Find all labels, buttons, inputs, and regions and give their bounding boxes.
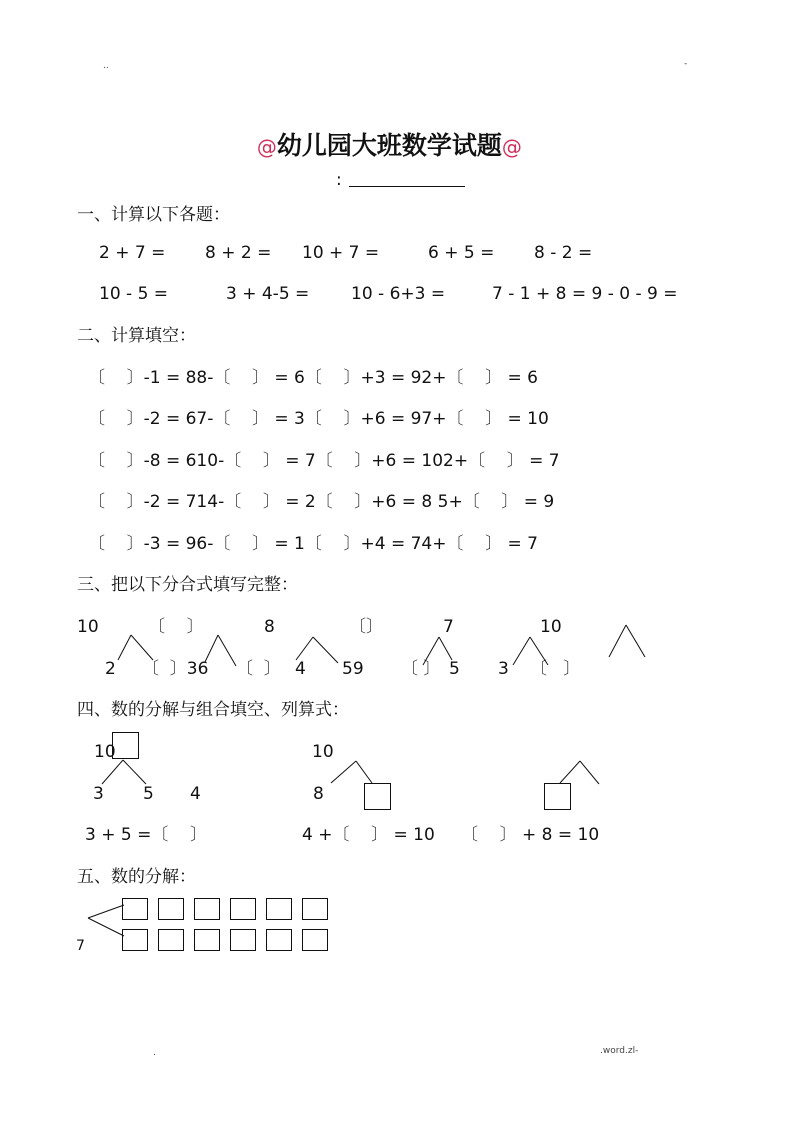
s1-r2-q4: 7 - 1 + 8 = 9 - 0 - 9 = [492,284,678,304]
s2-row: 〔 〕-3 = 96-〔 〕 = 1〔 〕+4 = 74+〔 〕 = 7 [88,534,538,554]
tree-branch-line [205,635,218,662]
s4-left-top-number: 10 [94,742,116,762]
s2-row: 〔 〕-2 = 714-〔 〕 = 2〔 〕+6 = 8 5+〔 〕 = 9 [88,492,555,512]
tree-branch-line [118,635,131,660]
tree-branch-line [313,637,338,663]
s1-r2-q3: 10 - 6+3 = [351,284,446,304]
spiral-ornament-icon: @ [501,135,522,159]
page-title: 幼儿园大班数学试题 [276,131,502,160]
tree-branch-line [423,637,439,665]
s4-equation-1: 3 + 5 =〔 〕 [85,825,207,845]
s4-left-bottom-2: 5 [143,784,154,804]
s1-r1-q2: 8 + 2 = [205,243,272,263]
tree-branch-line [626,625,645,657]
s3-top-4: 〔〕 [349,617,383,637]
tree-branch-line [88,905,124,918]
s3-bottom-2: 〔 〕36 [142,659,209,679]
s4-mid-bottom-number: 8 [313,784,324,804]
s3-top-5: 7 [443,617,454,637]
tree-branch-line [356,761,372,783]
s3-bottom-3: 〔 〕 [236,659,281,679]
footer-left-mark: . [153,1048,156,1058]
tree-branch-line [88,918,124,936]
tree-branch-line [296,637,313,660]
s1-r2-q2: 3 + 4-5 = [226,284,310,304]
s3-bottom-9: 〔 〕 [530,659,581,679]
tree-branch-line [331,761,356,783]
s3-top-1: 10 [77,617,99,637]
header-left-mark: .. [103,61,109,71]
tree-branch-line [580,761,599,784]
s3-top-6: 10 [540,617,562,637]
s3-top-2: 〔 〕 [148,617,204,637]
tree-branch-line [439,637,452,660]
tree-branch-line [102,760,123,784]
tree-branch-line [218,635,236,666]
s1-r1-q1: 2 + 7 = [99,243,166,263]
s3-bottom-5: 59 [342,659,364,679]
s1-r2-q1: 10 - 5 = [99,284,169,304]
s3-bottom-4: 4 [295,659,306,679]
tree-branch-line [609,625,626,657]
s4-left-bottom-3: 4 [190,784,201,804]
header-right-mark: - [684,59,688,69]
tree-branch-line [513,637,530,665]
s3-bottom-8: 3 [498,659,509,679]
tree-branch-line [131,635,153,660]
tree-branch-line [560,761,580,783]
s3-bottom-7: 5 [449,659,460,679]
section4-heading: 四、数的分解与组合填空、列算式： [77,700,349,720]
s4-mid-top-number: 10 [312,742,334,762]
section1-heading: 一、计算以下各题： [77,205,230,225]
s3-bottom-6: 〔 〕 [401,659,441,679]
tree-branch-line [123,760,146,784]
s4-left-bottom-1: 3 [93,784,104,804]
s2-row: 〔 〕-8 = 610-〔 〕 = 7〔 〕+6 = 102+〔 〕 = 7 [88,451,560,471]
section3-heading: 三、把以下分合式填写完整： [77,575,298,595]
s1-r1-q5: 8 - 2 = [534,243,593,263]
s5-number: 7 [76,938,85,954]
s4-equation-2: 4 +〔 〕 = 10 [302,825,435,845]
name-label: : [336,170,342,190]
s2-row: 〔 〕-2 = 67-〔 〕 = 3〔 〕+6 = 97+〔 〕 = 10 [88,409,549,429]
s4-equation-3: 〔 〕 + 8 = 10 [461,825,600,845]
section2-heading: 二、计算填空： [77,326,196,346]
s3-top-3: 8 [264,617,275,637]
spiral-ornament-icon: @ [256,135,277,159]
tree-branch-line [530,637,548,665]
footer-text: .word.zl- [600,1046,639,1056]
s3-bottom-1: 2 [105,659,116,679]
s1-r1-q3: 10 + 7 = [302,243,380,263]
s2-row: 〔 〕-1 = 88-〔 〕 = 6〔 〕+3 = 92+〔 〕 = 6 [88,368,538,388]
section5-heading: 五、数的分解： [77,867,196,887]
s1-r1-q4: 6 + 5 = [428,243,495,263]
